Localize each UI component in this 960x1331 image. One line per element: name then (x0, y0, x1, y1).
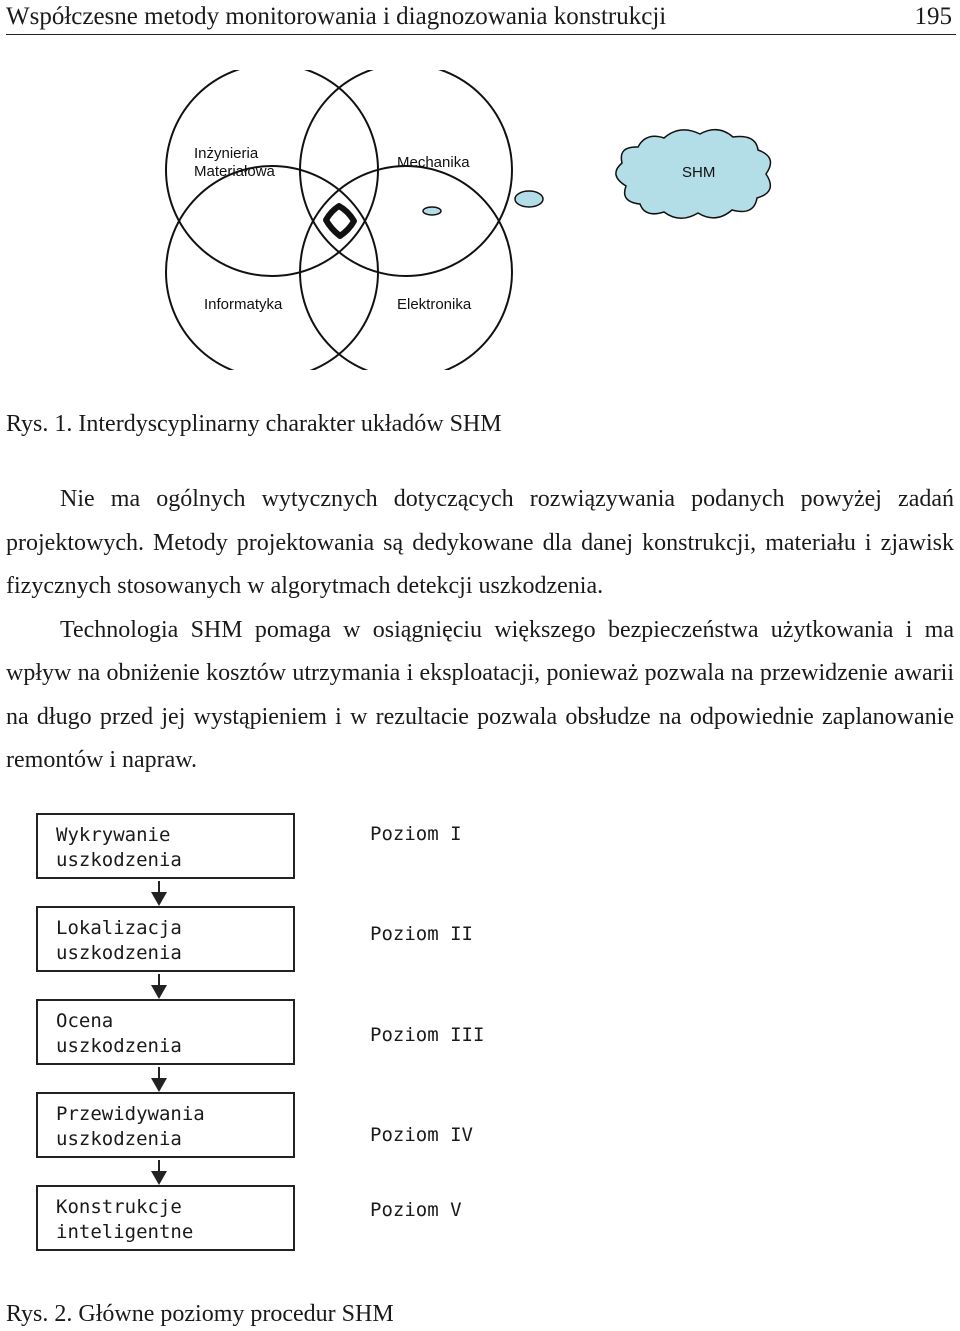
paragraph-2: Technologia SHM pomaga w osiągnięciu większego bezpieczeństwa użytkowania i ma wpływ na obniżenie kosztów utrzymania i eksploatacji, ponieważ pozwala na przewidzenie awarii na długo przed jej wystąpieniem i w rezultacie pozwala obsłudze na odpowiednie zaplanowanie remontów i napraw. (6, 616, 954, 773)
level-label-4: Poziom IV (370, 1124, 473, 1146)
label-shm: SHM (682, 164, 716, 181)
label-informatics: Informatyka (204, 296, 283, 313)
step-box-prediction (36, 1092, 295, 1158)
step-label: uszkodzenia (56, 1128, 182, 1150)
figure2-caption: Rys. 2. Główne poziomy procedur SHM (6, 1301, 394, 1327)
figure1-caption: Rys. 1. Interdyscyplinarny charakter układów SHM (6, 411, 502, 437)
paragraph-1: Nie ma ogólnych wytycznych dotyczących rozwiązywania podanych powyżej zadań projektowych. Metody projektowania są dedykowane dla danej konstrukcji, materiału i zjawisk fizycznych stosowanych w algorytmach detekcji uszkodzenia. (6, 486, 954, 599)
label-mechanics: Mechanika (397, 154, 470, 171)
step-label: uszkodzenia (56, 942, 182, 964)
arrow-down-icon (151, 985, 167, 999)
intersection-highlight (326, 206, 354, 236)
arrow-down-icon (151, 892, 167, 906)
step-box-assessment (36, 999, 295, 1065)
circle-mechanics (300, 70, 512, 276)
level-label-1: Poziom I (370, 823, 462, 845)
label-materials-2: Materiałowa (194, 163, 275, 180)
step-label: inteligentne (56, 1221, 194, 1243)
step-label: Ocena (56, 1010, 114, 1032)
page-header (6, 0, 956, 35)
page-number: 195 (914, 3, 952, 30)
step-box-localization (36, 906, 295, 972)
level-label-2: Poziom II (370, 923, 473, 945)
thought-bubble-medium (515, 191, 543, 207)
level-label-3: Poziom III (370, 1024, 485, 1046)
running-title: Współczesne metody monitorowania i diagnozowania konstrukcji (6, 3, 667, 30)
arrow-down-icon (151, 1171, 167, 1185)
thought-bubble-small (423, 207, 441, 215)
body-text (6, 478, 954, 783)
circle-electronics (300, 166, 512, 370)
label-materials-1: Inżynieria (194, 145, 259, 162)
arrow-down-icon (151, 1078, 167, 1092)
label-electronics: Elektronika (397, 296, 472, 313)
step-label: uszkodzenia (56, 1035, 182, 1057)
step-box-detection (36, 813, 295, 879)
venn-diagram (0, 70, 960, 370)
circle-informatics (166, 166, 378, 370)
step-label: Przewidywania (56, 1103, 205, 1125)
step-label: Lokalizacja (56, 917, 182, 939)
step-label: Konstrukcje (56, 1196, 182, 1218)
step-box-smart-structures (36, 1185, 295, 1251)
step-label: uszkodzenia (56, 849, 182, 871)
level-label-5: Poziom V (370, 1199, 462, 1221)
step-label: Wykrywanie (56, 824, 171, 846)
